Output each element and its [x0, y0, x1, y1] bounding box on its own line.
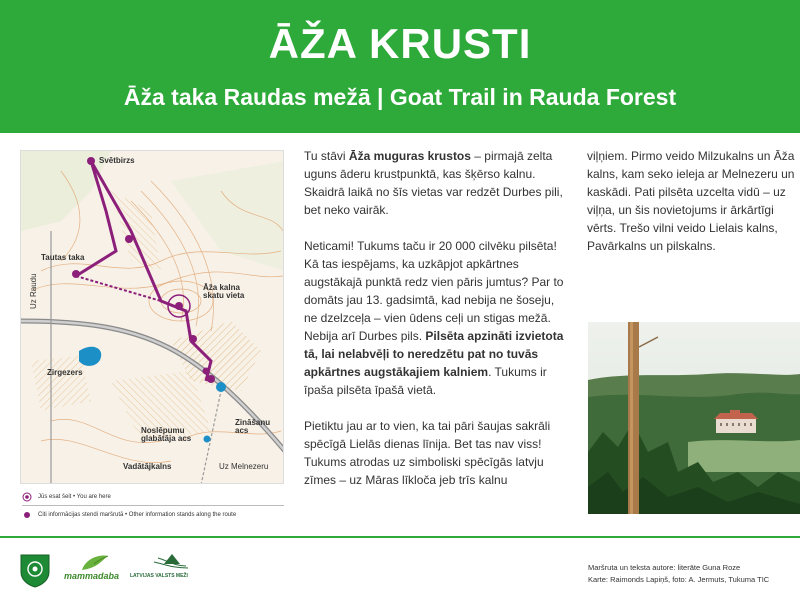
map-label-aza-kalna: Āža kalna skatu vieta: [203, 283, 245, 301]
mammadaba-logo: [64, 552, 124, 586]
footer-credits: [588, 562, 798, 586]
credit-author: Maršruta un teksta autore: literāte Guna Roze: [588, 563, 741, 572]
shield-icon: [20, 554, 50, 588]
forest-icon: [128, 552, 190, 572]
map-label-zirgezers: Zirgezers: [47, 368, 83, 377]
credit-map-photo: Karte: Raimonds Lapiņš, foto: A. Jermuts, Tukuma TIC: [588, 575, 770, 584]
legend-other-stands-label: Citi informācijas stendi maršrutā • Other information stands along the route: [38, 512, 237, 518]
legend-divider: [22, 505, 284, 506]
tukums-coat-of-arms: [20, 554, 50, 588]
legend-you-are-here-label: Jūs esat šeit • You are here: [38, 494, 111, 500]
trail-map: [20, 150, 284, 484]
map-label-tautas-taka: Tautas taka: [41, 253, 85, 262]
landscape-photo: [588, 322, 800, 514]
header-banner: [0, 0, 800, 133]
map-label-uz-melnezeru: Uz Melnezeru: [219, 462, 269, 471]
map-label-uz-raudu: Uz Raudu: [29, 273, 38, 309]
map-legend: [22, 488, 292, 524]
paragraph-2-bold: Pilsēta apzināti izvietota tā, lai nelabvēļi to neredzētu pat no tuvās apkārtnes augstākajiem kalniem: [304, 329, 564, 379]
legend-other-stands: [22, 506, 292, 524]
map-label-noslepumu: Noslēpumu glabātāja acs: [141, 426, 192, 444]
paragraph-3: Pietiktu jau ar to vien, ka tai pāri šaujas sakrāli spēcīgā Lielās dienas līnija. Bet tas nav viss! Tukums atrodas uz simboliski spēcīgās latvju zīmes – uz Māras līkloča jeb trīs kalnu: [304, 419, 551, 487]
footer-divider: [0, 536, 800, 538]
lvm-logo: [128, 552, 190, 586]
legend-you-are-here: [22, 488, 292, 506]
paragraph-4: viļņiem. Pirmo veido Milzukalns un Āža kalns, kam seko ieleja ar Melnezeru un kaskādi. Pati pilsēta uzcelta vidū – uz viļņa, un šis novietojums ir ārkārtīgi vērts. Trešo vilni veido Lielais kalns, Pavārkalns un pilskalns.: [587, 149, 795, 253]
mammadaba-logo-text: mammadaba: [64, 571, 120, 581]
map-label-zinasanu: Zināšanu acs: [235, 418, 271, 436]
map-label-vadatajkalns: Vadātājkalns: [123, 462, 172, 471]
paragraph-2: Neticami! Tukums taču ir 20 000 cilvēku pilsēta! Kā tas iespējams, ka uzkāpjot apkārtnes augstākajā punktā redz vien pāris jumtus? Par to domāts jau 13. gadsimtā, kad nebija ne šoseju, ne dzelzceļa – vien ūdens ceļi un stigas mežā. Nebija arī Durbes pils. Pilsēta apzināti izvietota tā, lai nelabvēļi to neredzētu pat no tuvās apkārtnes augstākajiem kalniem. Tukums ir īpaša pilsēta īpašā vietā.: [304, 239, 564, 397]
page-title: ĀŽA KRUSTI: [268, 20, 532, 67]
paragraph-1: Tu stāvi Āža muguras krustos – pirmajā zelta uguns āderu krustpunktā, kas šķērso kalnu. Skaidrā laikā no šīs vietas var redzēt Durbes pili, bet neko vairāk.: [304, 149, 563, 217]
paragraph-1-bold: Āža muguras krustos: [348, 149, 471, 163]
text-column-2: [587, 147, 800, 273]
map-label-svetbirzs: Svētbirzs: [99, 156, 135, 165]
you-are-here-icon: [22, 492, 32, 502]
lvm-logo-text: LATVIJAS VALSTS MEŽI: [130, 573, 188, 579]
photo-graphic: [588, 322, 800, 514]
text-column-1: [304, 147, 564, 507]
page-subtitle: Āža taka Raudas mežā | Goat Trail in Rauda Forest: [123, 84, 677, 110]
stand-marker-icon: [22, 510, 32, 520]
